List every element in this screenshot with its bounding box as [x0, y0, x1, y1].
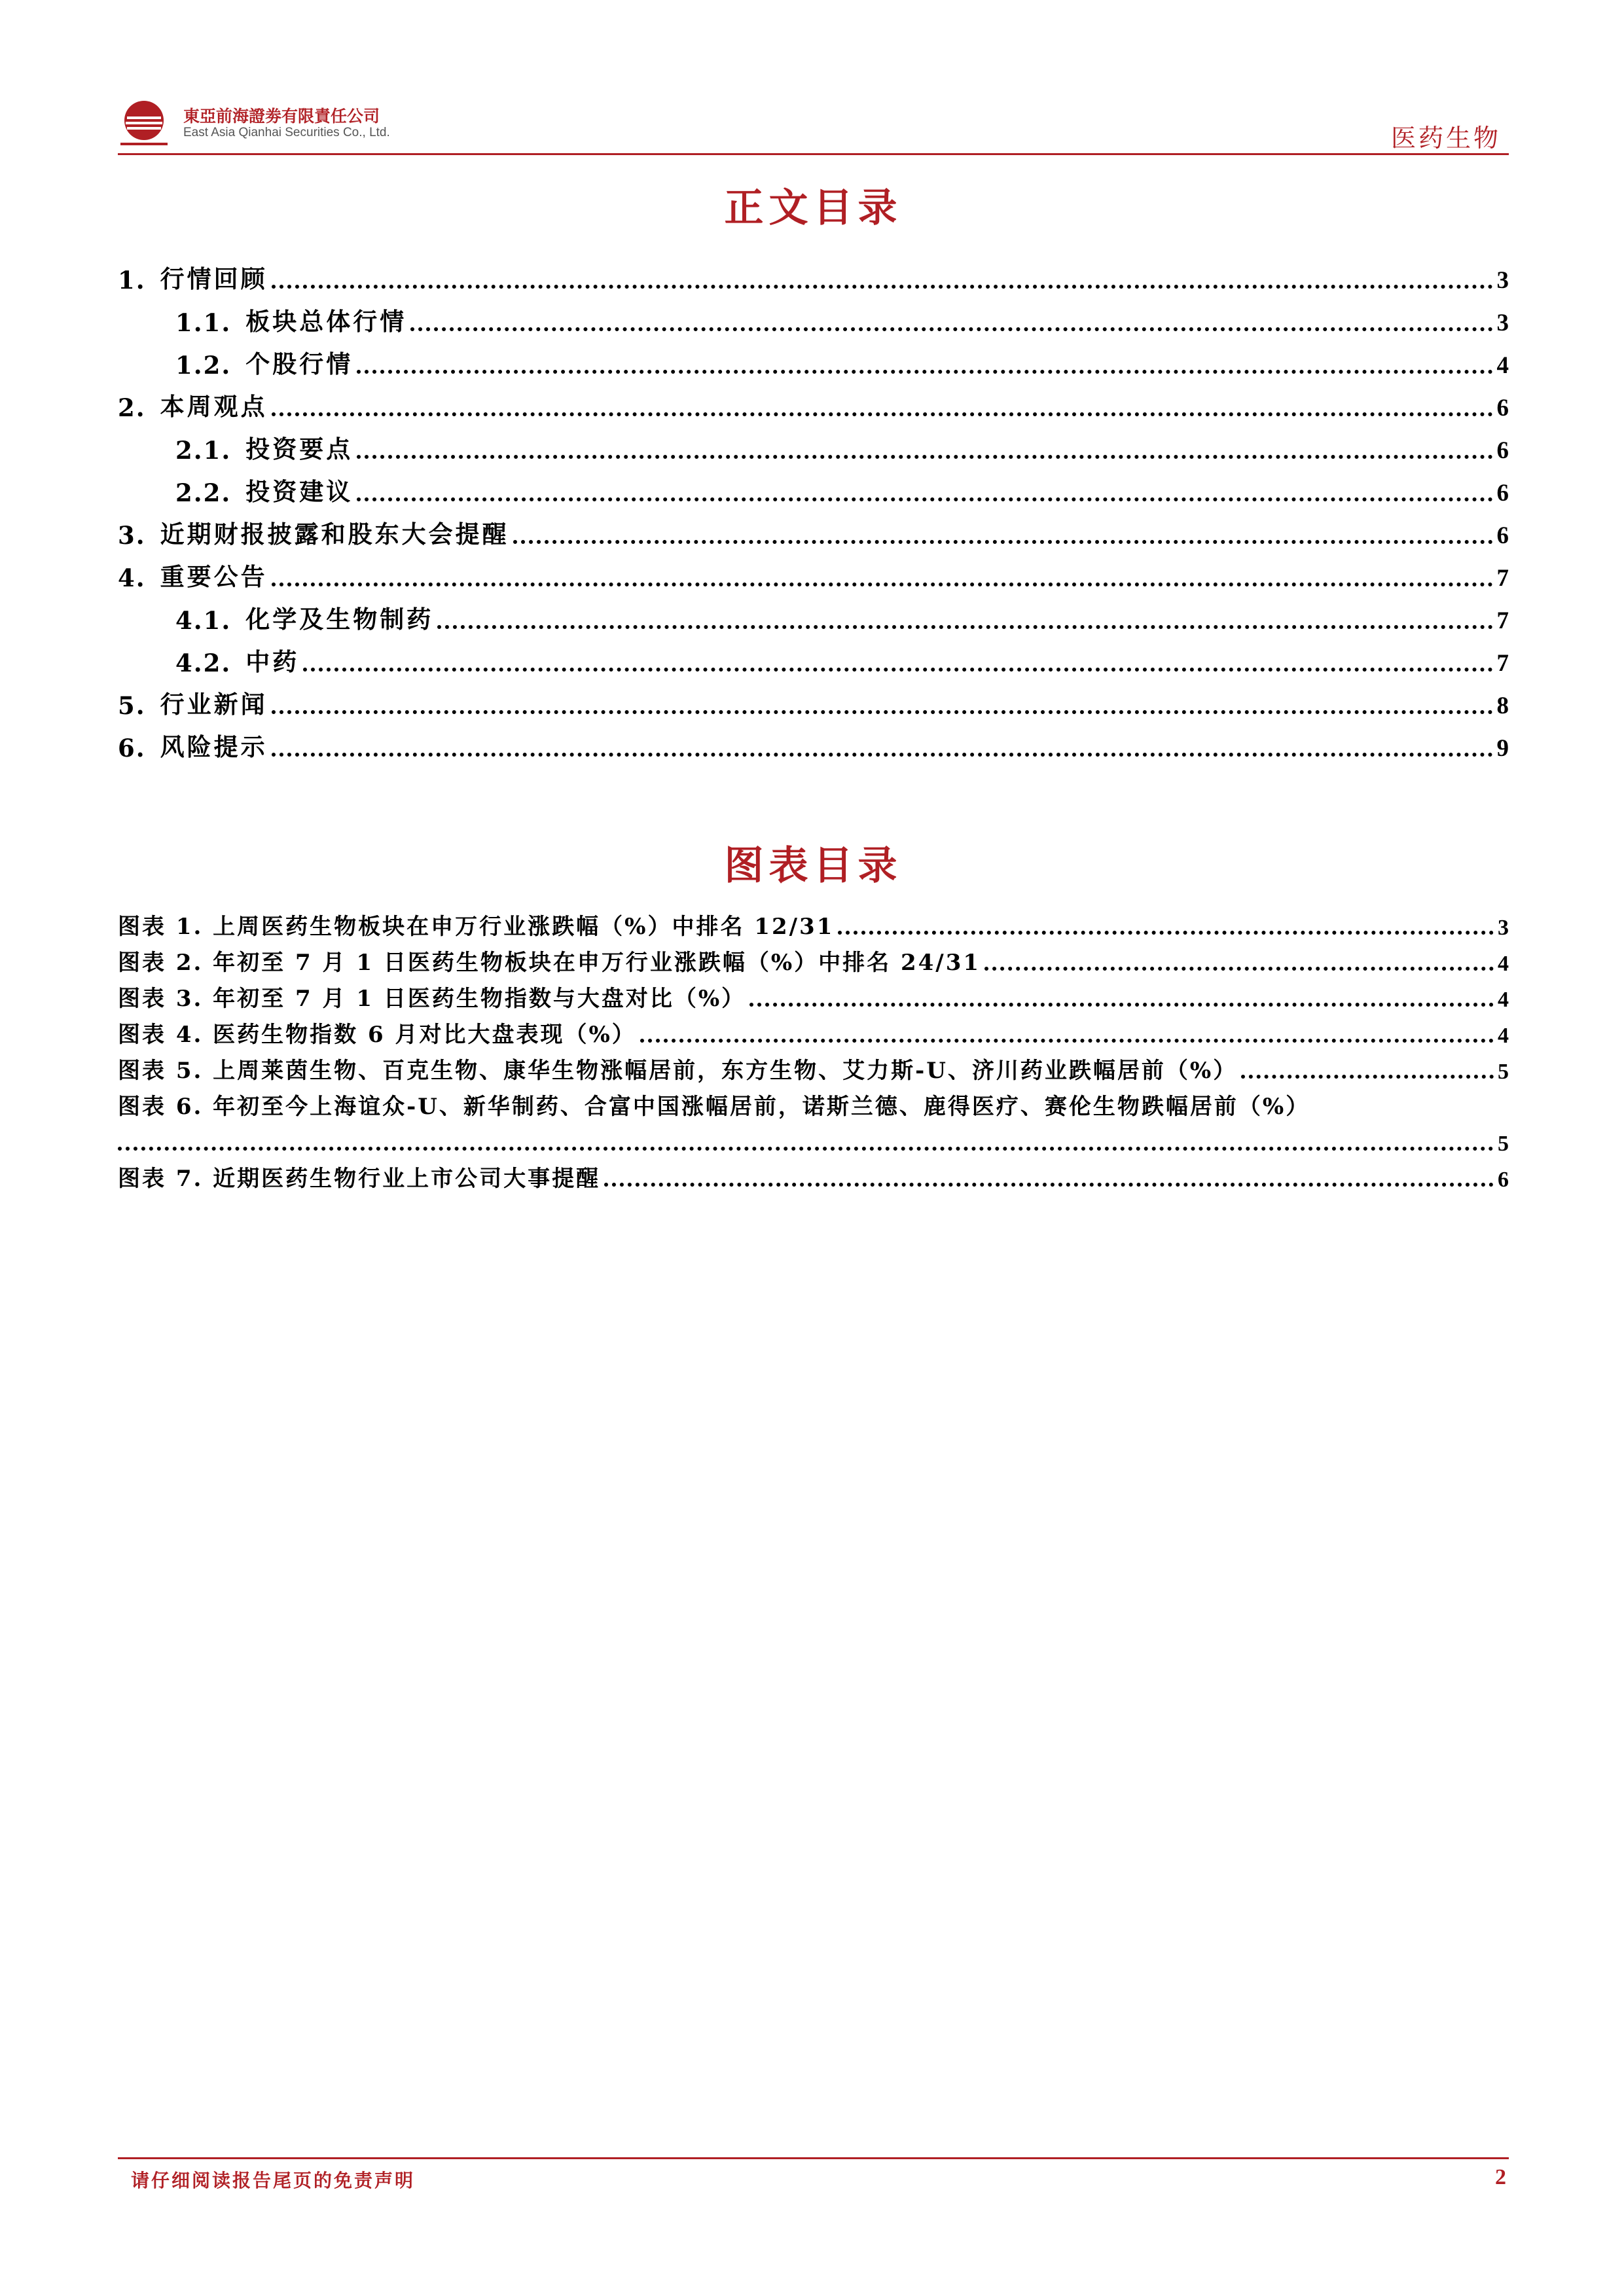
toc-entry-label: 板块总体行情: [245, 307, 407, 336]
dot-leader: [118, 1140, 1494, 1151]
toc-entry[interactable]: [118, 422, 1509, 465]
dot-leader: [838, 924, 1494, 935]
report-section-label: 医药生物: [1390, 124, 1501, 152]
toc-entry-number: 5.: [118, 691, 146, 720]
toc-entry-number: 1.2.: [175, 351, 232, 380]
toc-entry[interactable]: [118, 337, 1509, 380]
toc-entry-label: 个股行情: [245, 350, 353, 378]
company-name-en: East Asia Qianhai Securities Co., Ltd.: [183, 126, 390, 139]
toc-entry-page: 7: [1496, 650, 1509, 677]
toc-entry-label: 化学及生物制药: [245, 605, 434, 634]
figure-entry-label: 图表 1. 上周医药生物板块在申万行业涨跌幅（%）中排名 12/31: [118, 914, 835, 940]
figure-entry[interactable]: [118, 1157, 1509, 1193]
figures-list: [118, 905, 1509, 1193]
toc-entry-label: 近期财报披露和股东大会提醒: [160, 520, 509, 548]
dot-leader: [357, 491, 1492, 501]
toc-entry-page: 9: [1496, 735, 1509, 762]
figure-entry-label: 图表 6. 年初至今上海谊众-U、新华制药、合富中国涨幅居前，诺斯兰德、鹿得医疗、赛伦生物跌幅居前（%）: [118, 1094, 1310, 1120]
figure-entry[interactable]: [118, 941, 1509, 977]
toc-entry[interactable]: [118, 380, 1509, 422]
figure-entry-label: 图表 4. 医药生物指数 6 月对比大盘表现（%）: [118, 1022, 636, 1048]
page-number: 2: [1495, 2165, 1506, 2189]
figure-entry[interactable]: [118, 977, 1509, 1013]
toc-entry[interactable]: [118, 252, 1509, 295]
dot-leader: [410, 321, 1492, 331]
disclaimer-note[interactable]: 请仔细阅读报告尾页的免责声明: [131, 2170, 416, 2191]
dot-leader: [749, 996, 1494, 1007]
toc-entry-number: 2.2.: [175, 478, 232, 507]
dot-leader: [640, 1032, 1494, 1043]
toc-entry-number: 6.: [118, 734, 146, 762]
dot-leader: [357, 363, 1492, 374]
dot-leader: [357, 448, 1492, 459]
figure-entry[interactable]: [118, 1013, 1509, 1049]
toc-entry-page: 4: [1496, 352, 1509, 379]
toc-entry-label: 风险提示: [160, 732, 268, 761]
toc-entry-page: 6: [1496, 522, 1509, 549]
dot-leader: [272, 704, 1493, 714]
dot-leader: [272, 406, 1493, 416]
toc-entry-page: 6: [1496, 480, 1509, 507]
toc-entry-page: 6: [1496, 395, 1509, 422]
toc-entry-number: 2.1.: [175, 436, 232, 465]
page-header: [118, 92, 1509, 153]
figure-entry-label: 图表 5. 上周莱茵生物、百克生物、康华生物涨幅居前，东方生物、艾力斯-U、济川药业跌幅居前（%）: [118, 1058, 1238, 1084]
dot-leader: [437, 619, 1492, 629]
toc-entry-label: 投资要点: [245, 435, 353, 463]
toc-entry[interactable]: [118, 592, 1509, 635]
toc-entry[interactable]: [118, 720, 1509, 762]
figure-entry-page: 6: [1498, 1168, 1509, 1192]
toc-entry-number: 3.: [118, 521, 146, 550]
dot-leader: [1241, 1068, 1494, 1079]
toc-entry-label: 行情回顾: [160, 264, 268, 293]
figure-entry-continuation: [118, 1121, 1509, 1157]
company-logo-icon: [118, 97, 177, 149]
figure-entry-page: 4: [1498, 1024, 1509, 1048]
figure-entry-page: 5: [1498, 1132, 1509, 1156]
header-divider: [118, 153, 1509, 155]
dot-leader: [604, 1176, 1494, 1187]
dot-leader: [984, 960, 1494, 971]
toc-entry-number: 4.1.: [175, 606, 232, 635]
figure-entry-label: 图表 3. 年初至 7 月 1 日医药生物指数与大盘对比（%）: [118, 986, 746, 1012]
figure-entry-page: 5: [1498, 1060, 1509, 1084]
dot-leader: [303, 661, 1492, 672]
toc-entry[interactable]: [118, 635, 1509, 677]
toc-entry-page: 6: [1496, 437, 1509, 464]
toc-entry-label: 本周观点: [160, 392, 268, 421]
figures-title: 图表目录: [724, 843, 903, 889]
toc-title: 正文目录: [724, 185, 903, 231]
toc-entry-page: 7: [1496, 565, 1509, 592]
company-name-cn: 東亞前海證劵有限責任公司: [183, 107, 380, 126]
toc-entry-page: 3: [1496, 310, 1509, 336]
dot-leader: [272, 278, 1493, 289]
toc-entry-number: 1.: [118, 266, 146, 295]
dot-leader: [272, 746, 1493, 757]
figure-entry[interactable]: [118, 905, 1509, 941]
toc-entry-page: 3: [1496, 267, 1509, 294]
figure-entry[interactable]: [118, 1085, 1509, 1157]
toc-entry[interactable]: [118, 507, 1509, 550]
figure-entry-label: 图表 7. 近期医药生物行业上市公司大事提醒: [118, 1166, 601, 1192]
toc-entry-label: 投资建议: [245, 477, 353, 506]
toc-entry-number: 4.2.: [175, 649, 232, 677]
figure-entry-label: 图表 2. 年初至 7 月 1 日医药生物板块在申万行业涨跌幅（%）中排名 24/31: [118, 950, 981, 976]
toc-entry-label: 中药: [245, 647, 300, 676]
toc-entry-page: 7: [1496, 607, 1509, 634]
toc-entry[interactable]: [118, 465, 1509, 507]
toc-entry-number: 2.: [118, 393, 146, 422]
toc-entry-number: 1.1.: [175, 308, 232, 337]
figure-entry-page: 4: [1498, 988, 1509, 1012]
dot-leader: [272, 576, 1493, 586]
figure-entry-page: 3: [1498, 916, 1509, 940]
dot-leader: [513, 533, 1493, 544]
figure-entry-page: 4: [1498, 952, 1509, 976]
toc-entry-number: 4.: [118, 564, 146, 592]
toc-entry[interactable]: [118, 550, 1509, 592]
toc-entry-label: 重要公告: [160, 562, 268, 591]
company-logo: [118, 97, 432, 149]
toc-entry-label: 行业新闻: [160, 690, 268, 719]
toc-entry[interactable]: [118, 677, 1509, 720]
footer-divider: [118, 2157, 1509, 2159]
toc-list: [118, 252, 1509, 762]
figure-entry[interactable]: [118, 1049, 1509, 1085]
toc-entry[interactable]: [118, 295, 1509, 337]
toc-entry-page: 8: [1496, 692, 1509, 719]
